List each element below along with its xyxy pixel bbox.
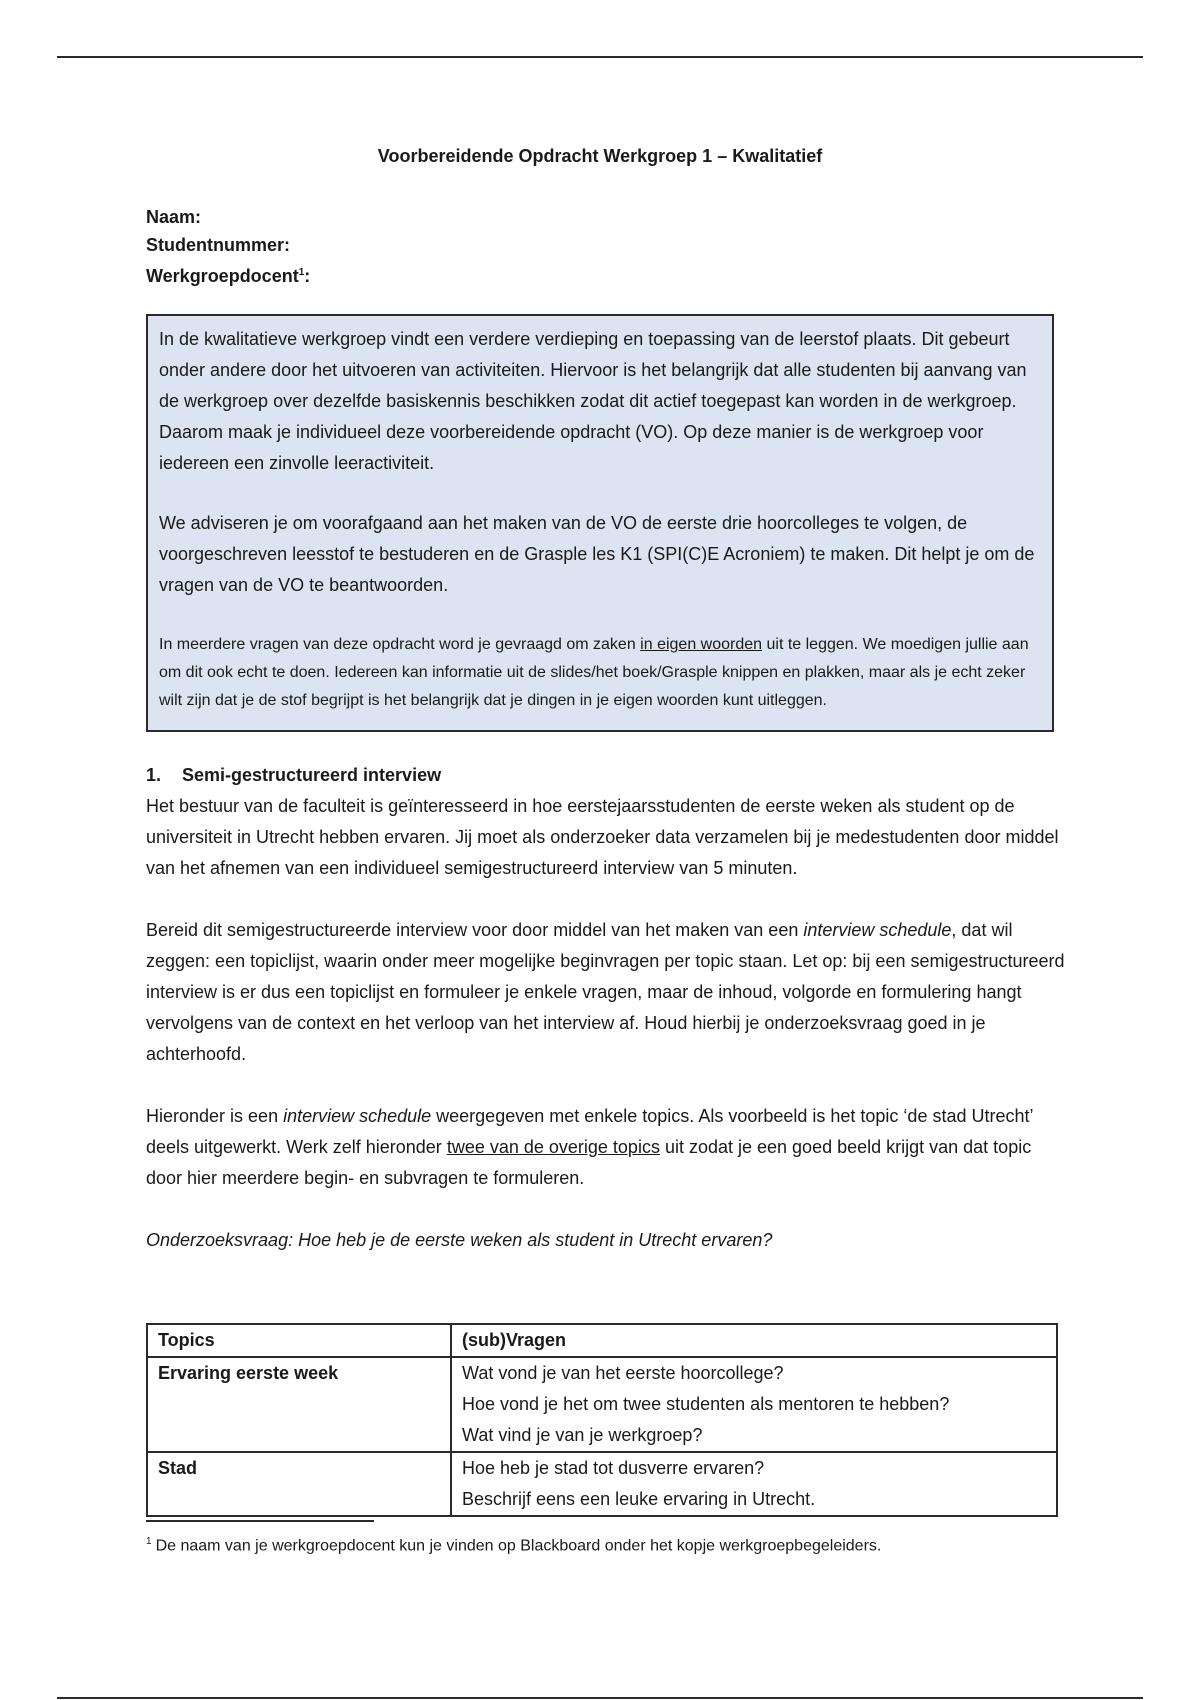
table-row <box>147 1357 1057 1452</box>
questions-cell <box>451 1452 1057 1516</box>
questions-cell <box>451 1357 1057 1452</box>
section-1-heading <box>146 763 1066 787</box>
table-header-topics: Topics <box>147 1324 451 1357</box>
s1-p3-italic: interview schedule <box>283 1106 432 1126</box>
page-top-rule <box>57 56 1143 58</box>
s1-p2-start: Bereid dit semigestructureerde interview voor door middel van het maken van een <box>146 920 804 940</box>
research-question: Onderzoeksvraag: Hoe heb je de eerste weken als student in Utrecht ervaren? <box>146 1230 773 1250</box>
werkgroepdocent-colon: : <box>304 266 311 286</box>
section-1-number: 1. <box>146 765 162 785</box>
s1-p2-end: , dat wil zeggen: een topiclijst, waarin onder meer mogelijke beginvragen per topic staan. Let op: bij een semigestructureerd interview is er dus een topiclijst en formuleer je enkele vragen, maar de inhoud, volgorde en formulering hangt vervolgens van de context en het verloop van het interview af. Houd hierbij je onderzoeksvraag goed in je achterhoofd. <box>146 920 1065 1064</box>
topic-cell: Stad <box>147 1452 451 1516</box>
s1-p3-c: uit zodat je een goed beeld krijgt van dat topic door hier meerdere begin- en subvragen te formuleren. <box>146 1137 1032 1188</box>
s1-p3-b: weergegeven met enkele topics. Als voorbeeld is het topic ‘de stad Utrecht’ deels uitgewerkt. Werk zelf hieronder <box>146 1106 1033 1157</box>
document-title: Voorbereidende Opdracht Werkgroep 1 – Kwalitatief <box>377 146 823 166</box>
werkgroepdocent-label <box>146 259 310 290</box>
section-1 <box>146 763 1066 1256</box>
table-header-questions: (sub)Vragen <box>451 1324 1057 1357</box>
page-bottom-rule <box>57 1697 1143 1699</box>
intro-p3-end: uit te leggen. We moedigen jullie aan om dit ook echt te doen. Iedereen kan informatie uit de slides/het boek/Grasple knippen en plakken, maar als je echt zeker wilt zijn dat je de stof begrijpt is het belangrijk dat je dingen in je eigen woorden kunt uitleggen. <box>159 636 1029 709</box>
s1-p2-italic: interview schedule <box>803 920 952 940</box>
section-1-title: Semi-gestructureerd interview <box>182 765 442 785</box>
s1-p3-underlined: twee van de overige topics <box>446 1137 660 1157</box>
intro-paragraph-3 <box>159 631 1043 715</box>
intro-p3-underlined: in eigen woorden <box>640 636 763 653</box>
section-1-paragraph-2 <box>146 915 1066 1070</box>
question-item: Wat vind je van je werkgroep? <box>462 1425 703 1445</box>
topic-cell: Ervaring eerste week <box>147 1357 451 1452</box>
footnote-reference: 1 <box>298 267 305 278</box>
intro-paragraph-1: In de kwalitatieve werkgroep vindt een verdere verdieping en toepassing van de leerstof plaats. Dit gebeurt onder andere door het uitvoeren van activiteiten. Hiervoor is het belangrijk dat alle studenten bij aanvang van de werkgroep over dezelfde basiskennis beschikken zodat dit actief toegepast kan worden in de werkgroep. Daarom maak je individueel deze voorbereidende opdracht (VO). Op deze manier is de werkgroep voor iedereen een zinvolle leeractiviteit. <box>159 329 1027 473</box>
section-1-paragraph-1: Het bestuur van de faculteit is geïnteresseerd in hoe eerstejaarsstudenten de eerste weken als student op de universiteit in Utrecht hebben ervaren. Jij moet als onderzoeker data verzamelen bij je medestudenten door middel van het afnemen van een individueel semigestructureerd interview van 5 minuten. <box>146 796 1059 878</box>
question-item: Beschrijf eens een leuke ervaring in Utrecht. <box>462 1489 816 1509</box>
table-row <box>147 1452 1057 1516</box>
section-1-paragraph-3 <box>146 1101 1066 1194</box>
naam-label: Naam: <box>146 207 202 227</box>
question-item: Wat vond je van het eerste hoorcollege? <box>462 1363 784 1383</box>
introduction-box <box>146 314 1054 732</box>
studentnummer-label: Studentnummer: <box>146 235 290 255</box>
question-item: Hoe heb je stad tot dusverre ervaren? <box>462 1458 765 1478</box>
footnote-marker: 1 <box>146 1536 152 1547</box>
intro-paragraph-2: We adviseren je om voorafgaand aan het maken van de VO de eerste drie hoorcolleges te volgen, de voorgeschreven leesstof te bestuderen en de Grasple les K1 (SPI(C)E Acroniem) te maken. Dit helpt je om de vragen van de VO te beantwoorden. <box>159 513 1035 595</box>
interview-schedule-table <box>146 1323 1058 1517</box>
footnote-separator <box>146 1520 374 1522</box>
table-header-row <box>147 1324 1057 1357</box>
s1-p3-a: Hieronder is een <box>146 1106 284 1126</box>
werkgroepdocent-text: Werkgroepdocent <box>146 266 299 286</box>
question-item: Hoe vond je het om twee studenten als mentoren te hebben? <box>462 1394 950 1414</box>
footnote <box>146 1531 881 1557</box>
student-info-block <box>146 203 310 290</box>
footnote-text: De naam van je werkgroepdocent kun je vinden op Blackboard onder het kopje werkgroepbegeleiders. <box>155 1537 882 1555</box>
intro-p3-start: In meerdere vragen van deze opdracht word je gevraagd om zaken <box>159 636 641 653</box>
